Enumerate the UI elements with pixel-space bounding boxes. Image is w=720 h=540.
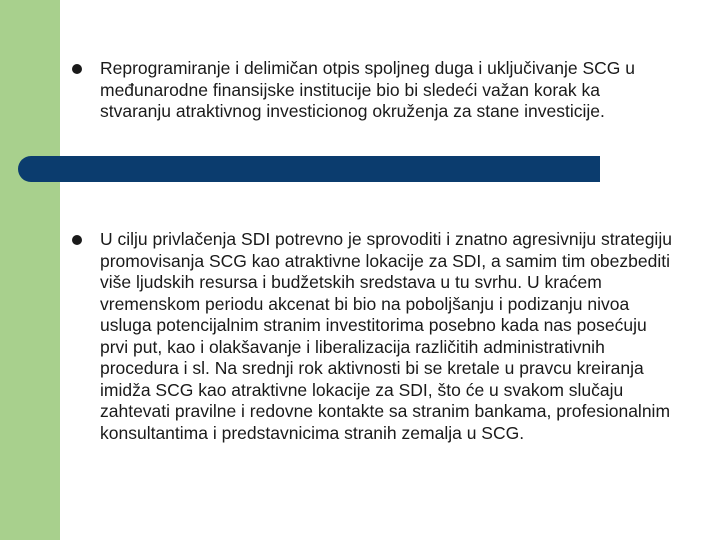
divider-bar — [18, 156, 600, 182]
bullet-text-2: U cilju privlačenja SDI potrevno je sprovoditi i znatno agresivniju strategiju promovisanja SCG kao atraktivne lokacije za SDI, a samim tim obezbediti više ljudskih resursa i budžetskih sredstava u tu svrhu. U kraćem vremenskom periodu akcenat bi bio na poboljšanju i podizanju nivoa usluga potencijalnim stranim investitorima posebno kada nas posećuju prvi put, kao i olakšavanje i liberalizacija različitih administrativnih procedura i sl. Na srednji rok aktivnosti bi se kretale u pravcu kreiranja imidža SCG kao atraktivne lokacije za SDI, što će u svakom slučaju zahtevati pravilne i redovne kontakte sa stranim bankama, profesionalnim konsultantima i predstavnicima stranih zemalja u SCG. — [100, 229, 672, 443]
bullet-dot-icon — [72, 235, 82, 245]
bullet-text-1: Reprogramiranje i delimičan otpis spoljneg duga i uključivanje SCG u međunarodne finansijske institucije bio bi sledeći važan korak ka stvaranju atraktivnog investicionog okruženja za stane investicije. — [100, 58, 635, 121]
bullet-dot-icon — [72, 64, 82, 74]
